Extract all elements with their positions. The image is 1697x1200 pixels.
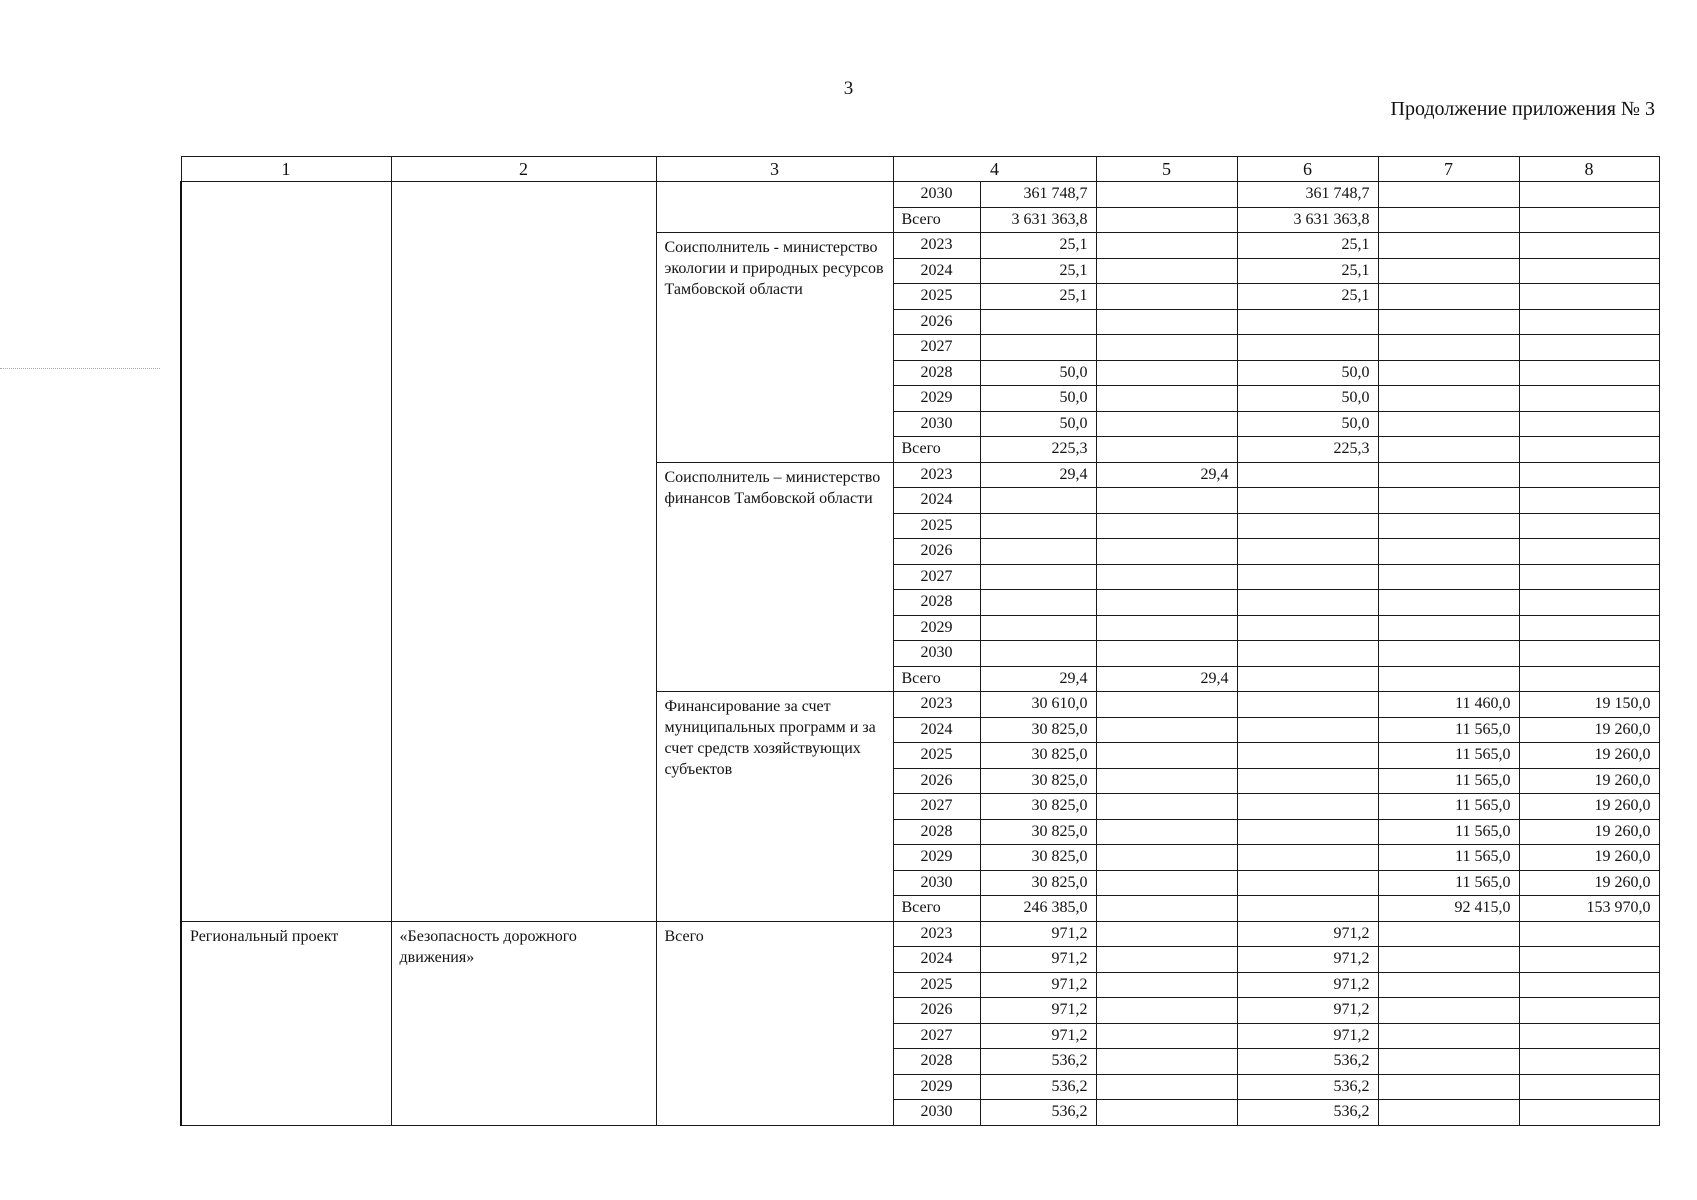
year-cell: 2030: [893, 870, 980, 896]
value-cell-8: [1519, 360, 1659, 386]
value-cell-6: [1237, 768, 1378, 794]
year-cell: 2029: [893, 1074, 980, 1100]
value-cell-4: [980, 539, 1096, 565]
value-cell-4: [980, 335, 1096, 361]
value-cell-5: [1096, 870, 1237, 896]
name-cell: «Безопасность дорожного движения»: [391, 921, 656, 1125]
value-cell-5: [1096, 998, 1237, 1024]
value-cell-4: [980, 488, 1096, 514]
value-cell-4: 30 610,0: [980, 692, 1096, 718]
value-cell-6: 25,1: [1237, 233, 1378, 259]
value-cell-8: [1519, 207, 1659, 233]
value-cell-8: 19 260,0: [1519, 794, 1659, 820]
value-cell-5: [1096, 564, 1237, 590]
value-cell-5: [1096, 335, 1237, 361]
value-cell-7: [1378, 539, 1519, 565]
value-cell-5: [1096, 309, 1237, 335]
value-cell-4: 536,2: [980, 1074, 1096, 1100]
value-cell-6: [1237, 870, 1378, 896]
value-cell-4: [980, 309, 1096, 335]
table-row: [181, 921, 1659, 947]
value-cell-7: 11 565,0: [1378, 870, 1519, 896]
value-cell-8: [1519, 1023, 1659, 1049]
value-cell-8: [1519, 615, 1659, 641]
value-cell-7: [1378, 564, 1519, 590]
value-cell-6: [1237, 845, 1378, 871]
value-cell-8: 19 260,0: [1519, 743, 1659, 769]
value-cell-4: [980, 641, 1096, 667]
value-cell-4: 30 825,0: [980, 845, 1096, 871]
value-cell-8: 19 150,0: [1519, 692, 1659, 718]
year-cell: 2023: [893, 462, 980, 488]
value-cell-8: [1519, 513, 1659, 539]
year-cell: 2028: [893, 590, 980, 616]
value-cell-5: [1096, 1049, 1237, 1075]
year-cell: 2025: [893, 972, 980, 998]
value-cell-6: [1237, 539, 1378, 565]
value-cell-8: [1519, 564, 1659, 590]
value-cell-6: [1237, 641, 1378, 667]
value-cell-8: [1519, 972, 1659, 998]
value-cell-7: 11 565,0: [1378, 743, 1519, 769]
value-cell-6: 971,2: [1237, 998, 1378, 1024]
value-cell-8: [1519, 411, 1659, 437]
value-cell-8: [1519, 921, 1659, 947]
value-cell-5: [1096, 641, 1237, 667]
value-cell-7: [1378, 998, 1519, 1024]
value-cell-8: [1519, 666, 1659, 692]
total-label-cell: Всего: [893, 207, 980, 233]
value-cell-7: [1378, 360, 1519, 386]
value-cell-4: 30 825,0: [980, 794, 1096, 820]
value-cell-7: [1378, 386, 1519, 412]
value-cell-6: [1237, 743, 1378, 769]
value-cell-4: 30 825,0: [980, 743, 1096, 769]
value-cell-6: 361 748,7: [1237, 182, 1378, 208]
value-cell-5: [1096, 896, 1237, 922]
value-cell-5: [1096, 1100, 1237, 1126]
value-cell-6: [1237, 615, 1378, 641]
value-cell-5: [1096, 819, 1237, 845]
table-row: [181, 182, 1659, 208]
value-cell-4: 971,2: [980, 947, 1096, 973]
col-header-6: 6: [1237, 157, 1378, 182]
value-cell-6: [1237, 513, 1378, 539]
value-cell-4: 3 631 363,8: [980, 207, 1096, 233]
value-cell-8: [1519, 590, 1659, 616]
value-cell-6: [1237, 335, 1378, 361]
value-cell-8: [1519, 1074, 1659, 1100]
col-header-2: 2: [391, 157, 656, 182]
value-cell-8: [1519, 998, 1659, 1024]
value-cell-6: [1237, 666, 1378, 692]
value-cell-5: [1096, 972, 1237, 998]
value-cell-7: [1378, 1100, 1519, 1126]
year-cell: 2027: [893, 564, 980, 590]
value-cell-8: [1519, 233, 1659, 259]
value-cell-7: 11 460,0: [1378, 692, 1519, 718]
value-cell-5: [1096, 1023, 1237, 1049]
value-cell-8: [1519, 488, 1659, 514]
value-cell-7: [1378, 947, 1519, 973]
value-cell-8: [1519, 1049, 1659, 1075]
value-cell-6: 50,0: [1237, 386, 1378, 412]
col-header-7: 7: [1378, 157, 1519, 182]
value-cell-7: [1378, 972, 1519, 998]
value-cell-4: [980, 590, 1096, 616]
value-cell-8: [1519, 539, 1659, 565]
year-cell: 2026: [893, 998, 980, 1024]
year-cell: 2027: [893, 335, 980, 361]
value-cell-4: 225,3: [980, 437, 1096, 463]
value-cell-8: 19 260,0: [1519, 845, 1659, 871]
value-cell-8: [1519, 947, 1659, 973]
value-cell-7: 11 565,0: [1378, 819, 1519, 845]
year-cell: 2029: [893, 386, 980, 412]
year-cell: 2023: [893, 233, 980, 259]
value-cell-7: [1378, 615, 1519, 641]
year-cell: 2029: [893, 615, 980, 641]
value-cell-7: [1378, 1023, 1519, 1049]
value-cell-4: 246 385,0: [980, 896, 1096, 922]
value-cell-5: [1096, 947, 1237, 973]
col-header-5: 5: [1096, 157, 1237, 182]
value-cell-7: [1378, 666, 1519, 692]
value-cell-5: [1096, 207, 1237, 233]
value-cell-6: [1237, 819, 1378, 845]
value-cell-8: [1519, 386, 1659, 412]
value-cell-4: 971,2: [980, 921, 1096, 947]
value-cell-4: 29,4: [980, 462, 1096, 488]
value-cell-6: 971,2: [1237, 1023, 1378, 1049]
value-cell-7: [1378, 1049, 1519, 1075]
value-cell-5: [1096, 692, 1237, 718]
value-cell-7: [1378, 233, 1519, 259]
executor-cell: Соисполнитель - министерство экологии и природных ресурсов Тамбовской области: [656, 233, 893, 463]
value-cell-4: 361 748,7: [980, 182, 1096, 208]
value-cell-5: [1096, 590, 1237, 616]
year-cell: 2025: [893, 513, 980, 539]
executor-cell: Всего: [656, 921, 893, 1125]
value-cell-7: 11 565,0: [1378, 794, 1519, 820]
value-cell-6: [1237, 896, 1378, 922]
value-cell-4: 971,2: [980, 1023, 1096, 1049]
value-cell-5: [1096, 921, 1237, 947]
value-cell-4: 25,1: [980, 233, 1096, 259]
value-cell-5: [1096, 437, 1237, 463]
value-cell-7: 92 415,0: [1378, 896, 1519, 922]
page-number: 3: [843, 78, 854, 99]
value-cell-4: 30 825,0: [980, 870, 1096, 896]
total-label-cell: Всего: [893, 437, 980, 463]
executor-cell: Соисполнитель – министерство финансов Тамбовской области: [656, 462, 893, 692]
value-cell-7: [1378, 1074, 1519, 1100]
value-cell-5: [1096, 513, 1237, 539]
value-cell-5: [1096, 539, 1237, 565]
col-header-8: 8: [1519, 157, 1659, 182]
value-cell-8: 19 260,0: [1519, 717, 1659, 743]
value-cell-4: 971,2: [980, 972, 1096, 998]
year-cell: 2030: [893, 411, 980, 437]
year-cell: 2028: [893, 1049, 980, 1075]
name-cell: [391, 182, 656, 922]
value-cell-6: [1237, 564, 1378, 590]
value-cell-4: 50,0: [980, 386, 1096, 412]
value-cell-6: 50,0: [1237, 411, 1378, 437]
value-cell-5: [1096, 717, 1237, 743]
value-cell-8: [1519, 182, 1659, 208]
value-cell-7: [1378, 462, 1519, 488]
value-cell-5: [1096, 386, 1237, 412]
value-cell-4: 536,2: [980, 1100, 1096, 1126]
value-cell-7: [1378, 207, 1519, 233]
appendix-note: Продолжение приложения № 3: [1390, 98, 1655, 120]
section-cell: Региональный проект: [181, 921, 391, 1125]
value-cell-6: [1237, 488, 1378, 514]
value-cell-5: 29,4: [1096, 666, 1237, 692]
value-cell-5: [1096, 615, 1237, 641]
value-cell-5: 29,4: [1096, 462, 1237, 488]
value-cell-8: [1519, 437, 1659, 463]
value-cell-7: [1378, 437, 1519, 463]
value-cell-6: 3 631 363,8: [1237, 207, 1378, 233]
value-cell-7: [1378, 921, 1519, 947]
value-cell-7: [1378, 335, 1519, 361]
value-cell-6: 25,1: [1237, 284, 1378, 310]
year-cell: 2029: [893, 845, 980, 871]
value-cell-4: [980, 513, 1096, 539]
value-cell-5: [1096, 284, 1237, 310]
value-cell-6: [1237, 462, 1378, 488]
value-cell-6: [1237, 309, 1378, 335]
col-header-3: 3: [656, 157, 893, 182]
value-cell-7: [1378, 258, 1519, 284]
value-cell-8: [1519, 641, 1659, 667]
col-header-4: 4: [893, 157, 1096, 182]
value-cell-7: 11 565,0: [1378, 768, 1519, 794]
year-cell: 2024: [893, 717, 980, 743]
value-cell-8: [1519, 309, 1659, 335]
year-cell: 2028: [893, 819, 980, 845]
value-cell-7: [1378, 641, 1519, 667]
total-label-cell: Всего: [893, 666, 980, 692]
funding-table: [180, 156, 1660, 1126]
table-body: [181, 182, 1659, 1126]
value-cell-7: [1378, 513, 1519, 539]
value-cell-6: 971,2: [1237, 921, 1378, 947]
value-cell-5: [1096, 411, 1237, 437]
value-cell-4: 536,2: [980, 1049, 1096, 1075]
value-cell-6: 536,2: [1237, 1049, 1378, 1075]
value-cell-8: [1519, 1100, 1659, 1126]
value-cell-7: 11 565,0: [1378, 845, 1519, 871]
value-cell-8: 19 260,0: [1519, 870, 1659, 896]
value-cell-8: [1519, 335, 1659, 361]
margin-rule: [0, 368, 160, 369]
value-cell-4: [980, 564, 1096, 590]
year-cell: 2030: [893, 641, 980, 667]
value-cell-7: [1378, 309, 1519, 335]
executor-cell: Финансирование за счет муниципальных программ и за счет средств хозяйствующих субъектов: [656, 692, 893, 922]
value-cell-5: [1096, 1074, 1237, 1100]
value-cell-7: [1378, 182, 1519, 208]
value-cell-6: 536,2: [1237, 1100, 1378, 1126]
value-cell-6: 25,1: [1237, 258, 1378, 284]
value-cell-7: 11 565,0: [1378, 717, 1519, 743]
value-cell-8: 153 970,0: [1519, 896, 1659, 922]
year-cell: 2026: [893, 309, 980, 335]
year-cell: 2028: [893, 360, 980, 386]
value-cell-6: 971,2: [1237, 947, 1378, 973]
value-cell-7: [1378, 488, 1519, 514]
value-cell-8: 19 260,0: [1519, 768, 1659, 794]
value-cell-5: [1096, 768, 1237, 794]
value-cell-4: 25,1: [980, 258, 1096, 284]
value-cell-7: [1378, 590, 1519, 616]
year-cell: 2027: [893, 1023, 980, 1049]
value-cell-4: 30 825,0: [980, 717, 1096, 743]
total-label-cell: Всего: [893, 896, 980, 922]
value-cell-6: [1237, 590, 1378, 616]
value-cell-4: 50,0: [980, 360, 1096, 386]
value-cell-5: [1096, 258, 1237, 284]
executor-cell: [656, 182, 893, 233]
value-cell-4: 25,1: [980, 284, 1096, 310]
year-cell: 2030: [893, 1100, 980, 1126]
year-cell: 2023: [893, 921, 980, 947]
year-cell: 2027: [893, 794, 980, 820]
value-cell-8: [1519, 284, 1659, 310]
year-cell: 2024: [893, 258, 980, 284]
header-row: [181, 157, 1659, 182]
value-cell-8: [1519, 462, 1659, 488]
value-cell-4: 29,4: [980, 666, 1096, 692]
year-cell: 2024: [893, 947, 980, 973]
value-cell-5: [1096, 233, 1237, 259]
value-cell-4: 30 825,0: [980, 819, 1096, 845]
value-cell-6: [1237, 692, 1378, 718]
value-cell-8: 19 260,0: [1519, 819, 1659, 845]
value-cell-8: [1519, 258, 1659, 284]
value-cell-5: [1096, 488, 1237, 514]
value-cell-4: 971,2: [980, 998, 1096, 1024]
value-cell-6: 50,0: [1237, 360, 1378, 386]
value-cell-5: [1096, 845, 1237, 871]
year-cell: 2030: [893, 182, 980, 208]
value-cell-4: 30 825,0: [980, 768, 1096, 794]
year-cell: 2026: [893, 768, 980, 794]
year-cell: 2023: [893, 692, 980, 718]
year-cell: 2025: [893, 743, 980, 769]
value-cell-5: [1096, 794, 1237, 820]
value-cell-6: 971,2: [1237, 972, 1378, 998]
year-cell: 2024: [893, 488, 980, 514]
col-header-1: 1: [181, 157, 391, 182]
value-cell-6: [1237, 794, 1378, 820]
value-cell-5: [1096, 182, 1237, 208]
value-cell-4: 50,0: [980, 411, 1096, 437]
value-cell-4: [980, 615, 1096, 641]
value-cell-5: [1096, 743, 1237, 769]
section-cell: [181, 182, 391, 922]
value-cell-7: [1378, 284, 1519, 310]
value-cell-5: [1096, 360, 1237, 386]
value-cell-7: [1378, 411, 1519, 437]
year-cell: 2026: [893, 539, 980, 565]
value-cell-6: 536,2: [1237, 1074, 1378, 1100]
value-cell-6: 225,3: [1237, 437, 1378, 463]
value-cell-6: [1237, 717, 1378, 743]
year-cell: 2025: [893, 284, 980, 310]
